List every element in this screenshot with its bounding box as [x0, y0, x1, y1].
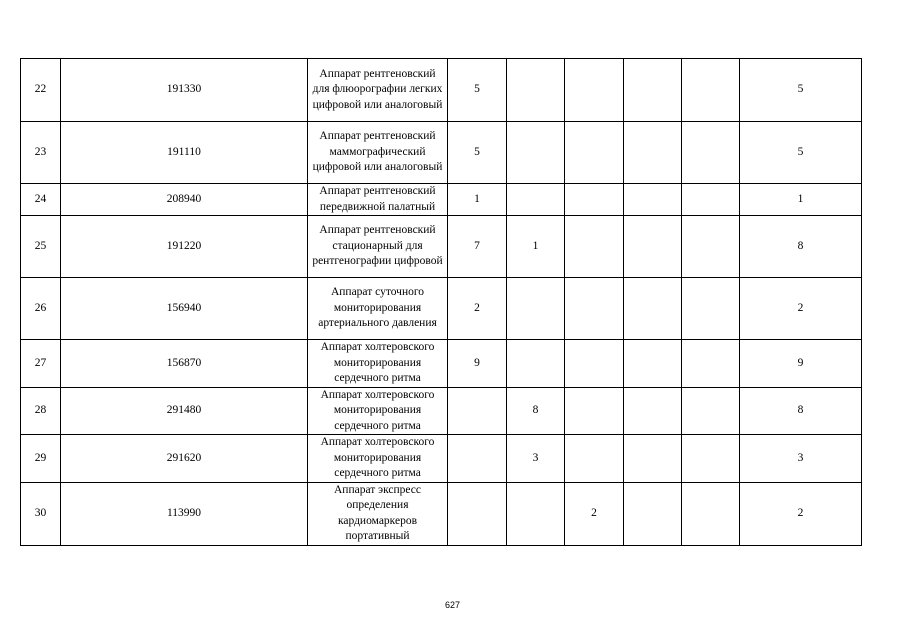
row-col-2	[507, 184, 565, 216]
row-number: 26	[21, 278, 61, 340]
row-col-3	[565, 278, 624, 340]
row-col-4	[624, 59, 682, 122]
row-col-4	[624, 122, 682, 184]
row-name: Аппарат холтеровского мониторирования сердечного ритма	[308, 435, 448, 483]
row-total: 8	[740, 387, 862, 435]
row-col-4	[624, 184, 682, 216]
row-code: 208940	[61, 184, 308, 216]
row-col-5	[682, 122, 740, 184]
row-col-2: 8	[507, 387, 565, 435]
row-code: 113990	[61, 482, 308, 545]
row-col-4	[624, 387, 682, 435]
page-number: 627	[444, 600, 461, 610]
row-total: 1	[740, 184, 862, 216]
row-col-5	[682, 435, 740, 483]
row-total: 2	[740, 482, 862, 545]
row-col-3	[565, 387, 624, 435]
row-col-5	[682, 387, 740, 435]
row-col-5	[682, 59, 740, 122]
equipment-table	[20, 58, 862, 546]
table-row	[21, 122, 862, 184]
row-number: 22	[21, 59, 61, 122]
row-total: 3	[740, 435, 862, 483]
table-row	[21, 340, 862, 388]
row-col-1: 7	[448, 216, 507, 278]
row-col-4	[624, 278, 682, 340]
row-total: 9	[740, 340, 862, 388]
row-col-3: 2	[565, 482, 624, 545]
row-col-5	[682, 216, 740, 278]
row-code: 291480	[61, 387, 308, 435]
row-name: Аппарат холтеровского мониторирования сердечного ритма	[308, 387, 448, 435]
row-col-3	[565, 122, 624, 184]
table-row	[21, 278, 862, 340]
row-code: 291620	[61, 435, 308, 483]
row-col-3	[565, 435, 624, 483]
row-number: 27	[21, 340, 61, 388]
row-total: 2	[740, 278, 862, 340]
row-col-4	[624, 435, 682, 483]
table-row	[21, 59, 862, 122]
row-col-1: 5	[448, 59, 507, 122]
table-row	[21, 216, 862, 278]
row-total: 5	[740, 122, 862, 184]
row-number: 29	[21, 435, 61, 483]
row-col-2	[507, 340, 565, 388]
row-number: 24	[21, 184, 61, 216]
row-total: 8	[740, 216, 862, 278]
row-name: Аппарат рентгеновский стационарный для рентгенографии цифровой	[308, 216, 448, 278]
row-col-3	[565, 340, 624, 388]
row-name: Аппарат рентгеновский передвижной палатный	[308, 184, 448, 216]
row-col-2	[507, 122, 565, 184]
row-col-1: 2	[448, 278, 507, 340]
row-code: 191330	[61, 59, 308, 122]
table-row	[21, 482, 862, 545]
row-col-1	[448, 435, 507, 483]
row-col-3	[565, 184, 624, 216]
row-code: 156940	[61, 278, 308, 340]
row-code: 156870	[61, 340, 308, 388]
row-col-1: 9	[448, 340, 507, 388]
row-name: Аппарат рентгеновский для флюорографии легких цифровой или аналоговый	[308, 59, 448, 122]
row-col-3	[565, 216, 624, 278]
row-col-2	[507, 482, 565, 545]
row-col-1	[448, 387, 507, 435]
row-col-1: 1	[448, 184, 507, 216]
row-name: Аппарат рентгеновский маммографический цифровой или аналоговый	[308, 122, 448, 184]
row-name: Аппарат холтеровского мониторирования сердечного ритма	[308, 340, 448, 388]
row-col-5	[682, 340, 740, 388]
row-col-2: 1	[507, 216, 565, 278]
row-col-5	[682, 482, 740, 545]
row-code: 191220	[61, 216, 308, 278]
row-code: 191110	[61, 122, 308, 184]
row-name: Аппарат экспресс определения кардиомаркеров портативный	[308, 482, 448, 545]
row-col-2	[507, 59, 565, 122]
row-col-4	[624, 482, 682, 545]
row-col-1	[448, 482, 507, 545]
row-col-3	[565, 59, 624, 122]
row-col-2: 3	[507, 435, 565, 483]
table-row	[21, 387, 862, 435]
row-number: 25	[21, 216, 61, 278]
row-number: 23	[21, 122, 61, 184]
row-col-5	[682, 278, 740, 340]
row-total: 5	[740, 59, 862, 122]
table-row	[21, 435, 862, 483]
row-col-4	[624, 216, 682, 278]
row-col-2	[507, 278, 565, 340]
table-row	[21, 184, 862, 216]
row-name: Аппарат суточного мониторирования артериального давления	[308, 278, 448, 340]
row-col-4	[624, 340, 682, 388]
row-col-5	[682, 184, 740, 216]
row-number: 28	[21, 387, 61, 435]
row-number: 30	[21, 482, 61, 545]
row-col-1: 5	[448, 122, 507, 184]
